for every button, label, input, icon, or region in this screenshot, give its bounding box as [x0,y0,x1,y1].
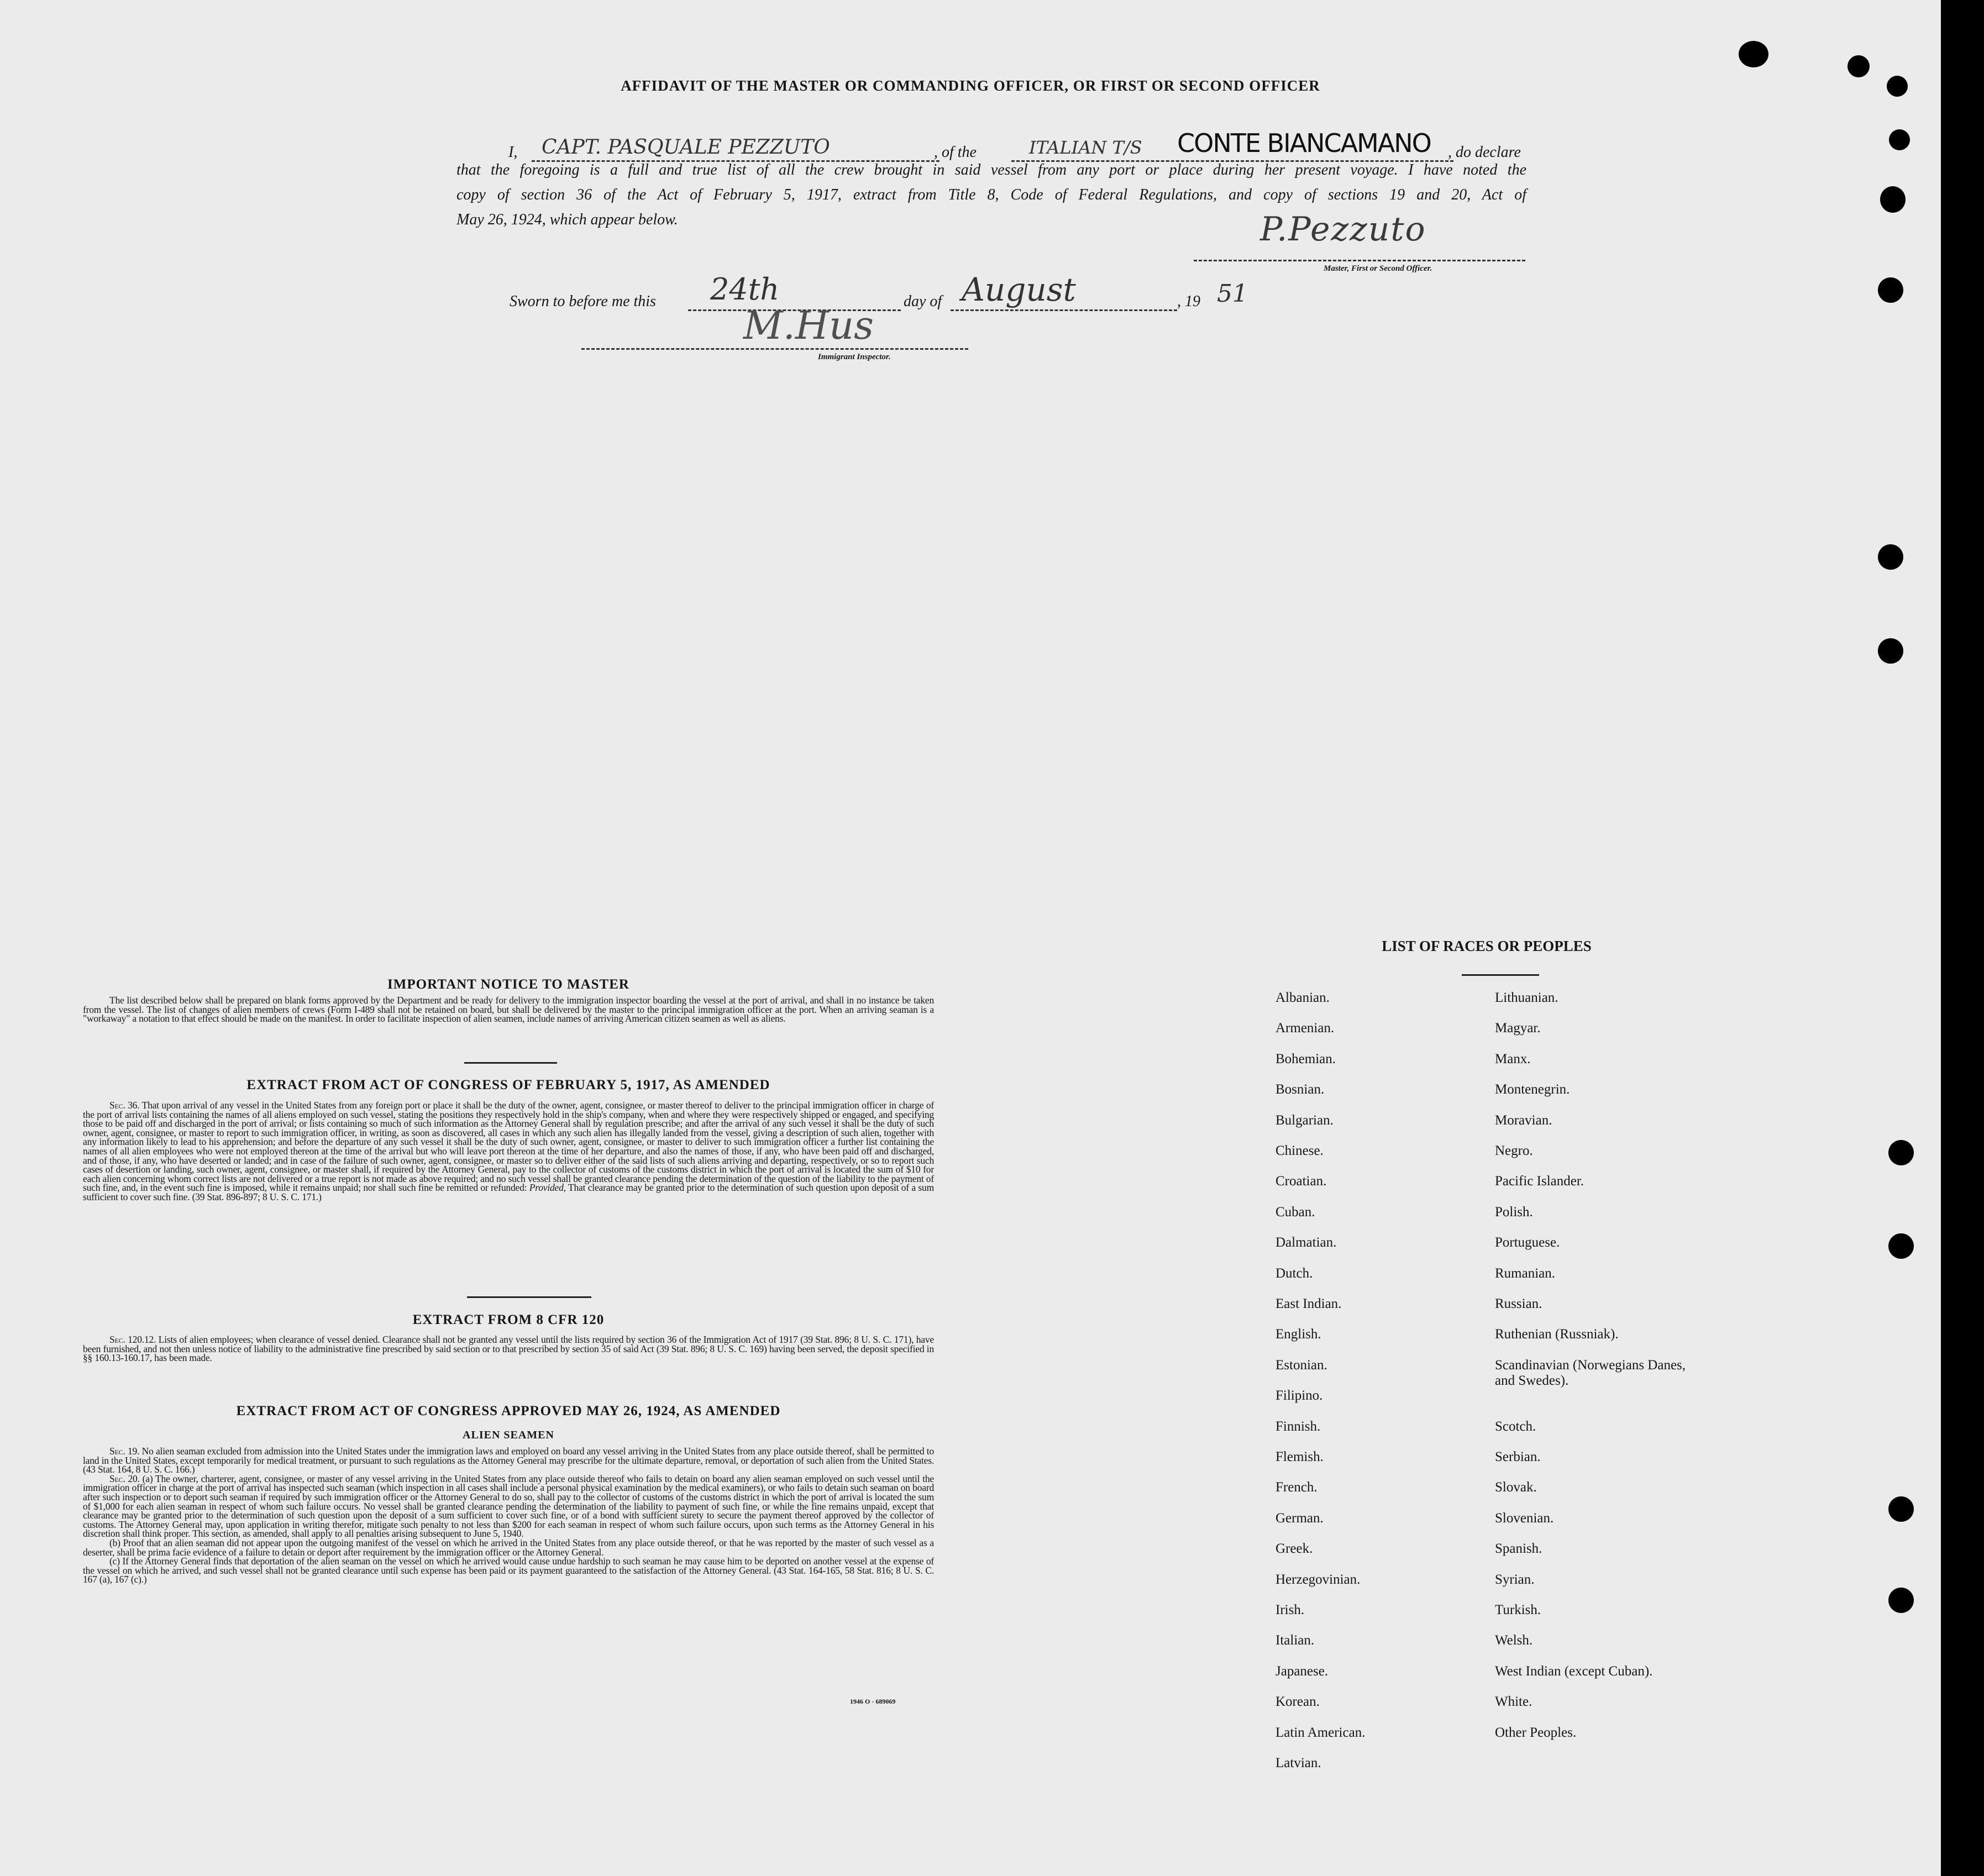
race-item: Rumanian. [1495,1265,1556,1281]
race-item: Serbian. [1495,1449,1541,1464]
race-item: Russian. [1495,1296,1542,1311]
race-item: Polish. [1495,1204,1533,1220]
race-item: Bosnian. [1276,1082,1325,1097]
affidavit-line-1 [508,144,517,161]
divider [467,1296,591,1298]
sec20b-text: (b) Proof that an alien seaman did not appear upon the outgoing manifest of the vessel on which he arrived in the United States from any place outside thereof, or that he was reported by the master of such vessel as a deserter, shall be prima facie evidence of a failure to detain or deport after requirement by the immigration officer or the Attorney General. [83,1537,934,1558]
extract-1924-subheading: ALIEN SEAMEN [463,1429,554,1441]
race-item: German. [1276,1510,1324,1526]
master-signature-caption: Master, First or Second Officer. [1324,264,1432,273]
affidavit-line-3: copy of section 36 of the Act of February 5, 1917, extract from Title 8, Code of Federal Regulations, and copy of sections 19 and 20, Act of [456,186,1526,203]
extract-cfr-text: Lists of alien employees; when clearance of vessel denied. Clearance shall not be granted any vessel until the lists required by section 36 of the Immigration Act of 1917 (39 Stat. 896; 8 U. S. C. 171), have been furnished, and not then unless notice of liability to the administrative fine prescribed by said section or to that prescribed by section 35 of said Act (39 Stat. 896; 8 U. S. C. 169) having been served, the deposit specified in §§ 160.13-160.17, has been made. [83,1334,934,1364]
punch-hole [1847,55,1870,77]
race-item: Dutch. [1276,1265,1313,1281]
race-item: Bulgarian. [1276,1112,1334,1128]
race-item: Filipino. [1276,1388,1323,1404]
master-signature: P.Pezzuto [1260,210,1426,249]
extract-cfr-section-label: Sec. 120.12. [109,1334,156,1345]
extract-1924-body [83,1447,934,1584]
race-item: Herzegovinian. [1276,1572,1361,1587]
extract-cfr-heading: EXTRACT FROM 8 CFR 120 [412,1312,605,1327]
master-signature-line [1194,260,1525,261]
race-item: Croatian. [1276,1174,1327,1189]
affidavit-title: AFFIDAVIT OF THE MASTER OR COMMANDING OFFICER, OR FIRST OR SECOND OFFICER [621,77,1320,94]
sec19-text: No alien seaman excluded from admission into the United States under the immigration laws and employed on board any vessel arriving in the United States from any place outside thereof, shall be permitted to land in the United States, except temporarily for medical treatment, or pursuant to such regulations as the Attorney General may prescribe for the ultimate departure, removal, or deportation of such alien from the United States. (43 Stat. 164, 8 U. S. C. 166.) [83,1446,934,1475]
affidavit-line-4: May 26, 1924, which appear below. [456,211,678,228]
race-item: Dalmatian. [1276,1235,1337,1250]
punch-hole [1888,1233,1914,1259]
affidavit-do-declare: , do declare [1448,144,1521,161]
race-item: Montenegrin. [1495,1082,1570,1097]
extract-1917-text: That upon arrival of any vessel in the United States from any foreign port or place it shall be the duty of the owner, agent, consignee, or master thereof to deliver to the principal immigration officer in charge of the port of arrival lists containing the names of all aliens employed on such vessel, stating the positions they respectively hold in the ship's company, when and where they were respectively shipped or engaged, and specifying those to be paid off and discharged in the port of arrival; or lists containing so much of such information as the Attorney General shall by regulation prescribe; and after the arrival of any such vessel it shall be the duty of such owner, agent, consignee, or master to report to such immigration officer, in writing, as soon as discovered, all cases in which any such alien has illegally landed from the vessel, giving a description of such alien, together with any information likely to lead to his apprehension; and before the departure of any such vessel it shall be the duty of such owner, agent, consignee, or master to deliver to such immigration officer a further list containing the names of all alien employees who were not employed thereon at the time of the arrival but who will leave port thereon at the time of her departure, and also the names of those, if any, who have been paid off and discharged, and of those, if any, who have deserted or landed; and in case of the failure of such owner, agent, consignee, or master so to deliver either of the said lists of such aliens arriving and departing, respectively, or so to report such cases of desertion or landing, such owner, agent, consignee, or master shall, if required by the Attorney General, pay to the collector of customs of the customs district in which the port of arrival is located the sum of $10 for each alien concerning whom correct lists are not delivered or a true report is not made as above required; and no such vessel shall be granted clearance pending the determination of the question of the liability to the payment of such fine, and, in the event such fine is imposed, while it remains unpaid; nor shall such fine be remitted or refunded: [83,1100,935,1194]
notice-heading: IMPORTANT NOTICE TO MASTER [387,977,629,992]
punch-hole [1880,186,1906,213]
race-item: Negro. [1495,1143,1533,1158]
race-item: Lithuanian. [1495,990,1558,1005]
affidavit-i-prefix: I, [508,144,518,161]
race-item: East Indian. [1276,1296,1342,1311]
sworn-prefix: Sworn to before me this [510,293,656,310]
race-item: Irish. [1276,1602,1305,1617]
punch-hole [1889,129,1910,150]
race-item: Estonian. [1276,1357,1327,1373]
inspector-signature-line [581,348,968,350]
race-item: Latvian. [1276,1756,1321,1770]
sec20c-text: (c) If the Attorney General finds that deportation of the alien seaman on the vessel on which he arrived would cause undue hardship to such seaman he may cause him to be deported on another vessel at the expense of the vessel on which he arrived, and such vessel shall not be granted clearance until such expense has been paid or its payment guaranteed to the satisfaction of the Attorney General. (43 Stat. 164-165, 58 Stat. 816; 8 U. S. C. 167 (a), 167 (c).) [83,1556,934,1585]
sworn-year-prefix: , 19 [1177,293,1200,310]
extract-cfr-body [83,1335,934,1363]
sec19-label: Sec. 19. [109,1446,140,1457]
race-item: Moravian. [1495,1112,1552,1128]
race-item: Scotch. [1495,1418,1536,1434]
race-item: Spanish. [1495,1541,1542,1557]
race-item: Italian. [1276,1633,1315,1648]
race-item: French. [1276,1480,1318,1495]
extract-1917-proviso-text: That clearance may be granted prior to the determination of such question upon deposit of a sum sufficient to cover such fine. (39 Stat. 896-897; 8 U. S. C. 171.) [83,1182,934,1202]
notice-text: The list described below shall be prepared on blank forms approved by the Department and be ready for delivery to the immigration inspector boarding the vessel at the port of arrival, and shall in no instance be taken from the vessel. The list of changes of alien members of crews (Form I-489 shall not be retained on board, but shall be delivered by the master to the principal immigration officer at the port. When an arriving seaman is a "workaway" a notation to that effect should be made on the manifest. In order to facilitate inspection of alien seamen, include names of arriving American citizen seamen as well as aliens. [83,995,934,1024]
extract-1917-proviso-label: Provided, [529,1182,566,1194]
race-item: Greek. [1276,1541,1313,1557]
race-item: Cuban. [1276,1204,1315,1220]
affidavit-of-the: , of the [934,144,977,161]
race-item: Chinese. [1276,1143,1324,1158]
race-item: Flemish. [1276,1449,1324,1464]
race-item: Portuguese. [1495,1235,1560,1250]
sworn-year-handwriting: 51 [1217,280,1248,308]
race-item: Latin American. [1276,1725,1366,1740]
punch-hole [1739,41,1768,67]
punch-hole [1888,1496,1914,1522]
extract-1917-heading: EXTRACT FROM ACT OF CONGRESS OF FEBRUARY 5, 1917, AS AMENDED [246,1078,770,1092]
affidavit-line-2: that the foregoing is a full and true list of all the crew brought in said vessel from any port or place during her present voyage. I have noted the [456,161,1526,178]
punch-hole [1888,1588,1914,1613]
race-item: Other Peoples. [1495,1725,1577,1740]
race-item: Welsh. [1495,1633,1533,1648]
punch-hole [1878,277,1903,303]
print-code: 1946 O - 689069 [850,1698,896,1705]
punch-hole [1888,1140,1914,1165]
extract-1917-section-label: Sec. 36. [109,1100,140,1111]
race-item: Scandinavian (Norwegians Danes, and Swedes). [1495,1357,1686,1388]
race-item: Manx. [1495,1051,1531,1066]
master-name-handwriting: CAPT. PASQUALE PEZZUTO [542,136,830,159]
vessel-name-stamp: CONTE BIANCAMANO [1177,128,1431,158]
sworn-day-handwriting: 24th [710,272,780,307]
inspector-signature: M.Hus [743,303,874,348]
sworn-month-handwriting: August [962,271,1076,308]
race-item: Korean. [1276,1694,1320,1710]
sec20-label: Sec. 20. [109,1473,140,1484]
race-item: Ruthenian (Russniak). [1495,1327,1619,1342]
sworn-month-line [951,309,1177,311]
extract-1924-heading: EXTRACT FROM ACT OF CONGRESS APPROVED MAY 26, 1924, AS AMENDED [236,1404,781,1418]
race-item: English. [1276,1327,1321,1342]
race-item: Slovak. [1495,1480,1537,1495]
punch-hole [1878,544,1903,570]
extract-1917-body [83,1101,934,1202]
race-item: Japanese. [1276,1663,1329,1679]
sworn-day-of: day of [904,293,942,310]
race-item: Pacific Islander. [1495,1174,1584,1189]
race-item: White. [1495,1694,1532,1710]
sec20-text: (a) The owner, charterer, agent, consignee, or master of any vessel arriving in the United States from any place outside thereof who fails to detain on board any alien seaman employed on such vessel until the immigration officer in charge at the port of arrival has inspected such seaman (which inspection in all cases shall include a personal physical examination by the medical examiners), or who fails to detain such seaman on board after such inspection or to deport such seaman if required by such immigration officer or the Attorney General to do so, shall pay to the collector of customs of the customs district in which the port of arrival is located the sum of $1,000 for each alien seaman in respect of whom such failure occurs. No vessel shall be granted clearance pending the determination of the liability to payment of such fine, or while the fine remains unpaid, except that clearance may be granted prior to the determination of such question upon the deposit of a sum sufficient to cover such fine, or of a bond with sufficient surety to secure the payment thereof approved by the collector of customs. The Attorney General may, upon application in writing therefor, mitigate such penalty to not less than $200 for each seaman in respect of whom such failure occurs, upon such terms as the Attorney General in his discretion shall think proper. This section, as amended, shall apply to all penalties arising subsequent to June 5, 1940. [83,1473,934,1539]
race-item: Turkish. [1495,1602,1541,1617]
race-item: Albanian. [1276,990,1330,1005]
race-item: Bohemian. [1276,1051,1336,1066]
race-item: Slovenian. [1495,1510,1554,1526]
race-item: Finnish. [1276,1418,1321,1434]
inspector-caption: Immigrant Inspector. [818,353,891,361]
race-item: Syrian. [1495,1572,1535,1587]
divider [464,1062,557,1064]
punch-hole [1878,638,1903,664]
race-item: Magyar. [1495,1021,1541,1036]
races-title: LIST OF RACES OR PEOPLES [1382,938,1592,954]
race-item: Armenian. [1276,1021,1335,1036]
vessel-prefix-handwriting: ITALIAN T/S [1029,137,1142,158]
divider [1462,974,1539,976]
race-item: West Indian (except Cuban). [1495,1663,1653,1679]
notice-body [83,996,934,1023]
